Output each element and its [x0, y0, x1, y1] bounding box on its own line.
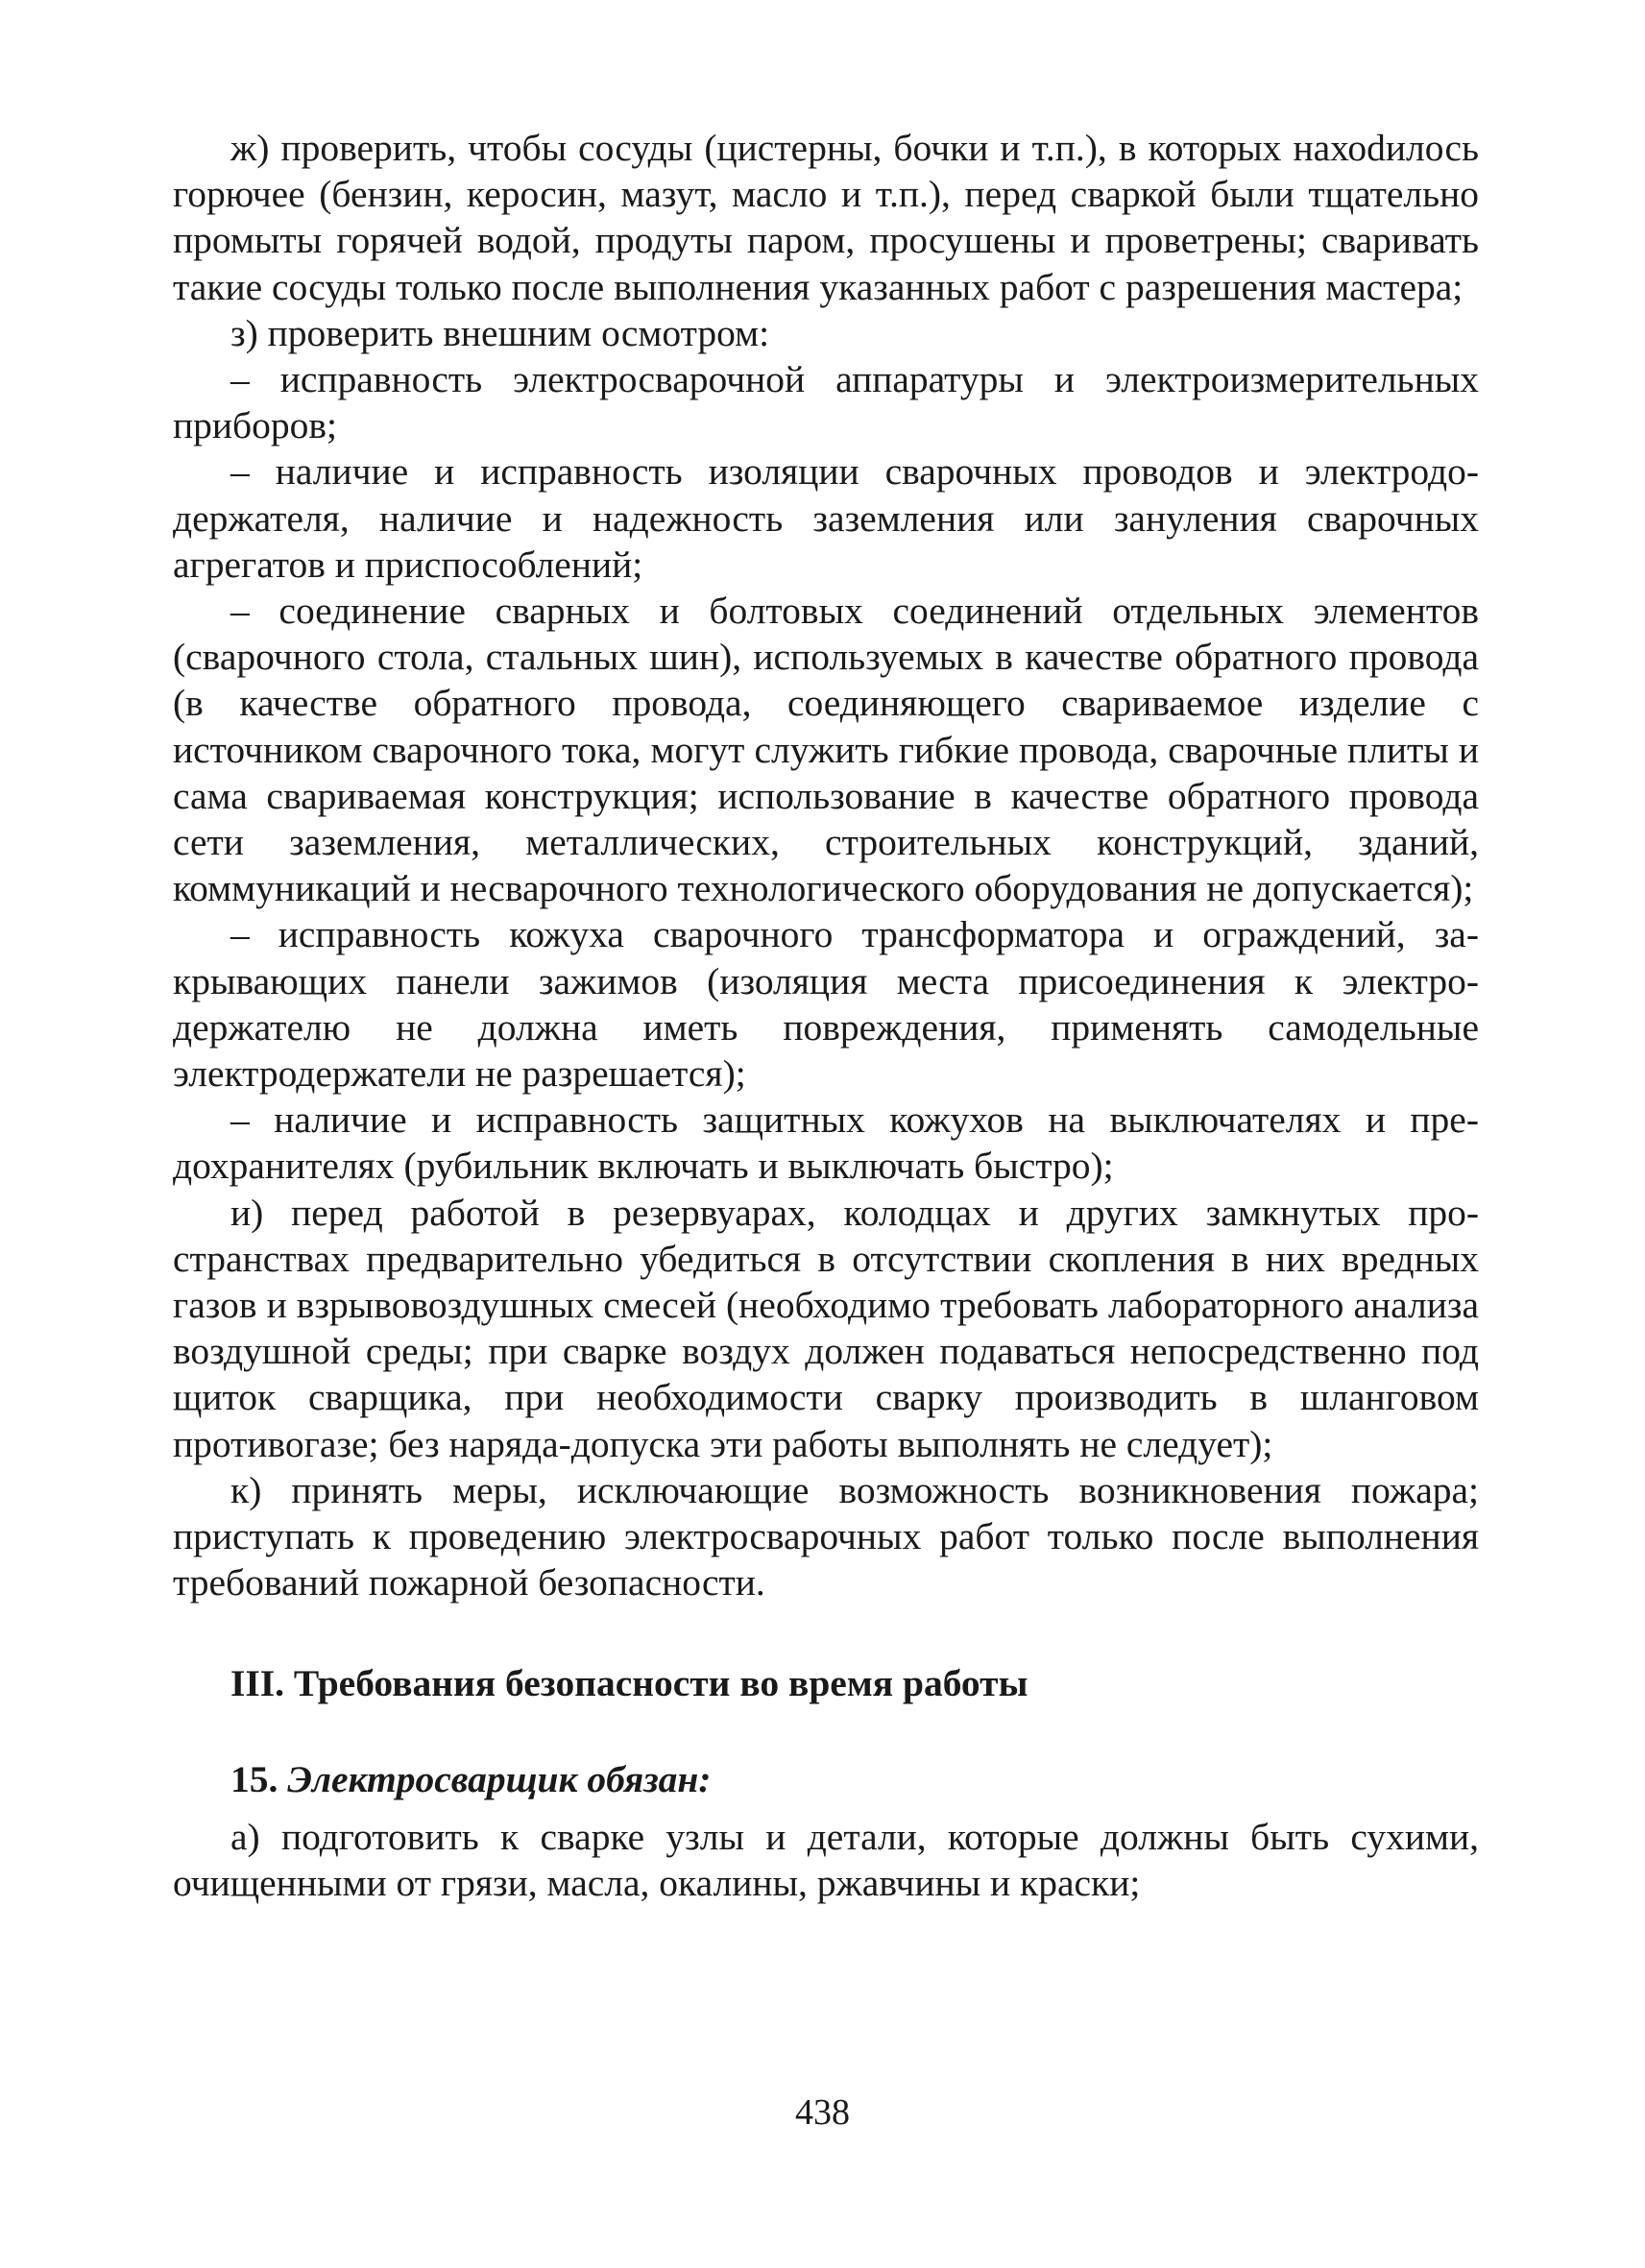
page-number: 438: [795, 2092, 850, 2133]
list-item-insulation: – наличие и исправность изоляции сварочных проводов и электрододержателя, наличие и надежность заземления или зануления сварочных агрегатов и приспособлений;: [173, 450, 1479, 586]
subsection-title: Электросварщик обязан:: [287, 1757, 712, 1800]
subsection-heading: [173, 1756, 1479, 1802]
paragraph-k: к) принять меры, исключающие возможность возникновения пожара; приступать к проведению электросварочных работ только после выполнения требований пожарной безопасности.: [173, 1468, 1479, 1604]
paragraph-i: и) перед работой в резервуарах, колодцах и других замкнутых пространствах предварительно убедиться в отсутствии скопления в них вредных газов и взрывовоздушных смесей (необходимо требовать лабораторного анализа воздушной среды; при сварке воздух должен подаваться непосредственно под щиток сварщика, при необходимости сварку производить в шланговом противогазе; без наряда-допуска эти работы выполнять не следует);: [173, 1191, 1479, 1465]
paragraph-a: а) подготовить к сварке узлы и детали, которые должны быть сухими, очищенными от грязи, масла, окалины, ржавчины и краски;: [173, 1815, 1479, 1905]
list-item-protective-covers: – наличие и исправность защитных кожухов на выключателях и предохранителях (рубильник включать и выключать быстро);: [173, 1098, 1479, 1188]
section-heading: III. Требования безопасности во время работы: [230, 1661, 1028, 1704]
list-item-transformer-casing: – исправность кожуха сварочного трансформатора и ограждений, закрывающих панели зажимов (изоляция места присоединения к электродержателю не должна иметь повреждения, применять самодельные электродержатели не разрешается);: [173, 913, 1479, 1096]
list-item-connections: – соединение сварных и болтовых соединений отдельных элементов (сварочного стола, стальных шин), используемых в качестве обратного провода (в качестве обратного провода, соединяющего свариваемое изделие с источником сварочного тока, могут служить гибкие провода, сварочные плиты и сама свариваемая конструкция; использование в качестве обратного провода сети заземления, металлических, строительных конструкций, зданий, коммуникаций и несварочного технологического оборудования не допускается);: [173, 590, 1479, 910]
paragraph-z: з) проверить внешним осмотром:: [230, 311, 770, 354]
list-item-equipment: – исправность электросварочной аппаратуры и электроизмерительных приборов;: [173, 358, 1479, 447]
subsection-number: 15.: [230, 1757, 278, 1800]
paragraph-zh: ж) проверить, чтобы сосуды (цистерны, бочки и т.п.), в которых нахоdилось горючее (бензин, керосин, мазут, масло и т.п.), перед сваркой были тщательно промыты горячей водой, продуты паром, просушены и проветрены; сваривать такие сосуды только после выполнения указанных работ с разрешения мастера;: [173, 127, 1479, 308]
page-body: [173, 125, 1479, 1906]
